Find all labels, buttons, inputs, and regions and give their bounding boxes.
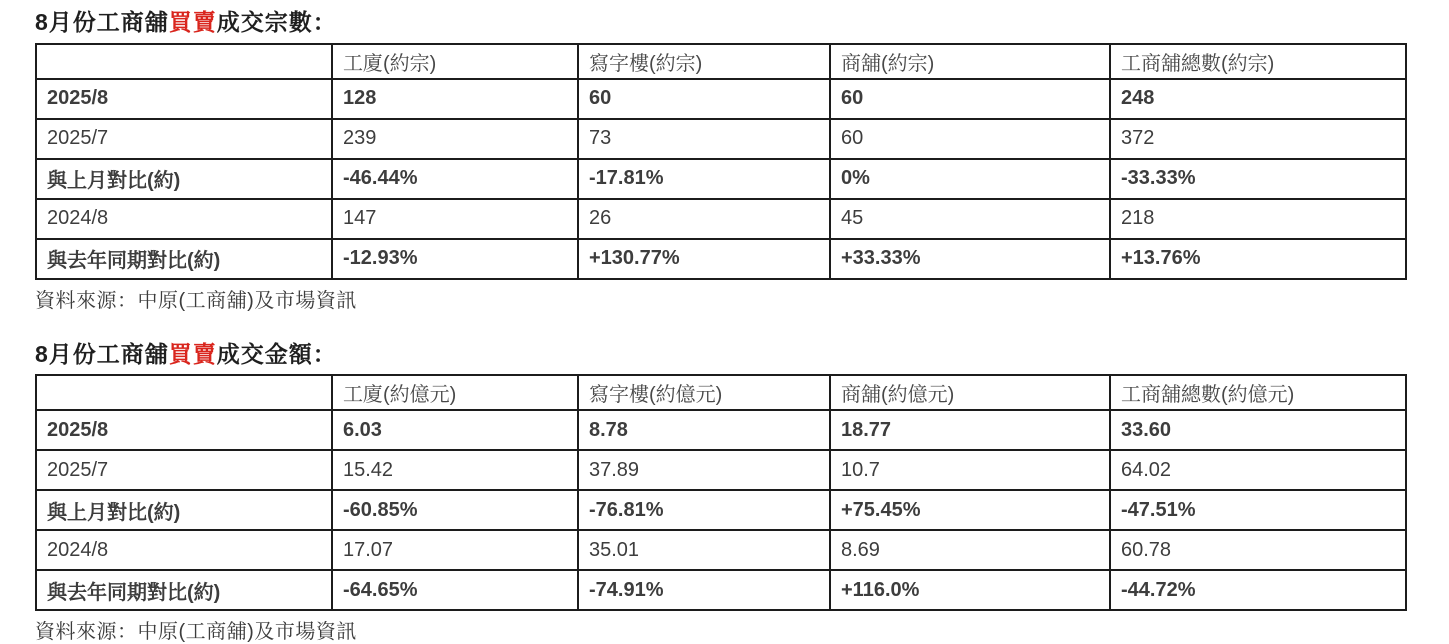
counts-header-total: 工商舖總數(約宗) [1110,44,1406,79]
cell: 6.03 [332,410,578,450]
cell: -74.91% [578,570,830,610]
counts-header-row [36,44,1406,79]
table-row [36,450,1406,490]
cell: -76.81% [578,490,830,530]
row-label: 2025/7 [36,119,332,159]
table-row [36,79,1406,119]
cell: 15.42 [332,450,578,490]
row-label: 與上月對比(約) [36,159,332,199]
amounts-header-office: 寫字樓(約億元) [578,375,830,410]
amounts-header-industrial: 工廈(約億元) [332,375,578,410]
cell: -12.93% [332,239,578,279]
row-label: 2025/7 [36,450,332,490]
counts-header-office: 寫字樓(約宗) [578,44,830,79]
counts-header-industrial: 工廈(約宗) [332,44,578,79]
cell: 33.60 [1110,410,1406,450]
cell: 45 [830,199,1110,239]
counts-title-prefix: 8月份工商舖 [35,9,169,35]
amounts-title-highlight: 買賣 [168,340,217,367]
amounts-header-shop: 商舖(約億元) [830,375,1110,410]
cell: 60.78 [1110,530,1406,570]
counts-table [35,43,1407,280]
amounts-header-blank [36,375,332,410]
cell: -46.44% [332,159,578,199]
cell: 147 [332,199,578,239]
row-label: 2025/8 [36,79,332,119]
table-row [36,490,1406,530]
cell: +13.76% [1110,239,1406,279]
cell: 372 [1110,119,1406,159]
cell: 60 [830,119,1110,159]
cell: 64.02 [1110,450,1406,490]
table-row [36,239,1406,279]
cell: -64.65% [332,570,578,610]
table-row [36,530,1406,570]
cell: 8.78 [578,410,830,450]
cell: 17.07 [332,530,578,570]
row-label: 2024/8 [36,199,332,239]
cell: 60 [578,79,830,119]
cell: 35.01 [578,530,830,570]
cell: 128 [332,79,578,119]
cell: -17.81% [578,159,830,199]
row-label: 2025/8 [36,410,332,450]
counts-title [35,9,1449,37]
counts-header-blank [36,44,332,79]
row-label: 與去年同期對比(約) [36,570,332,610]
row-label: 與上月對比(約) [36,490,332,530]
amounts-title-prefix: 8月份工商舖 [35,340,169,367]
cell: 37.89 [578,450,830,490]
amounts-title [35,341,1449,369]
amounts-table [35,374,1407,611]
table-row [36,159,1406,199]
cell: 0% [830,159,1110,199]
amounts-title-suffix: 成交金額： [216,340,337,367]
cell: -33.33% [1110,159,1406,199]
cell: 18.77 [830,410,1110,450]
cell: 10.7 [830,450,1110,490]
cell: 60 [830,79,1110,119]
cell: +33.33% [830,239,1110,279]
cell: 218 [1110,199,1406,239]
counts-title-highlight: 買賣 [168,9,217,35]
cell: -47.51% [1110,490,1406,530]
cell: 8.69 [830,530,1110,570]
counts-source-note: 資料來源：中原(工商舖)及市場資訊 [35,289,357,312]
amounts-header-row [36,375,1406,410]
counts-header-shop: 商舖(約宗) [830,44,1110,79]
cell: -44.72% [1110,570,1406,610]
amounts-source-note: 資料來源：中原(工商舖)及市場資訊 [35,621,357,644]
cell: 73 [578,119,830,159]
cell: -60.85% [332,490,578,530]
cell: 26 [578,199,830,239]
table-row [36,410,1406,450]
table-row [36,119,1406,159]
cell: 248 [1110,79,1406,119]
row-label: 與去年同期對比(約) [36,239,332,279]
cell: +130.77% [578,239,830,279]
counts-title-suffix: 成交宗數： [216,9,337,35]
table-row [36,570,1406,610]
cell: +116.0% [830,570,1110,610]
cell: +75.45% [830,490,1110,530]
amounts-header-total: 工商舖總數(約億元) [1110,375,1406,410]
table-row [36,199,1406,239]
row-label: 2024/8 [36,530,332,570]
section-spacer [35,313,1449,341]
cell: 239 [332,119,578,159]
